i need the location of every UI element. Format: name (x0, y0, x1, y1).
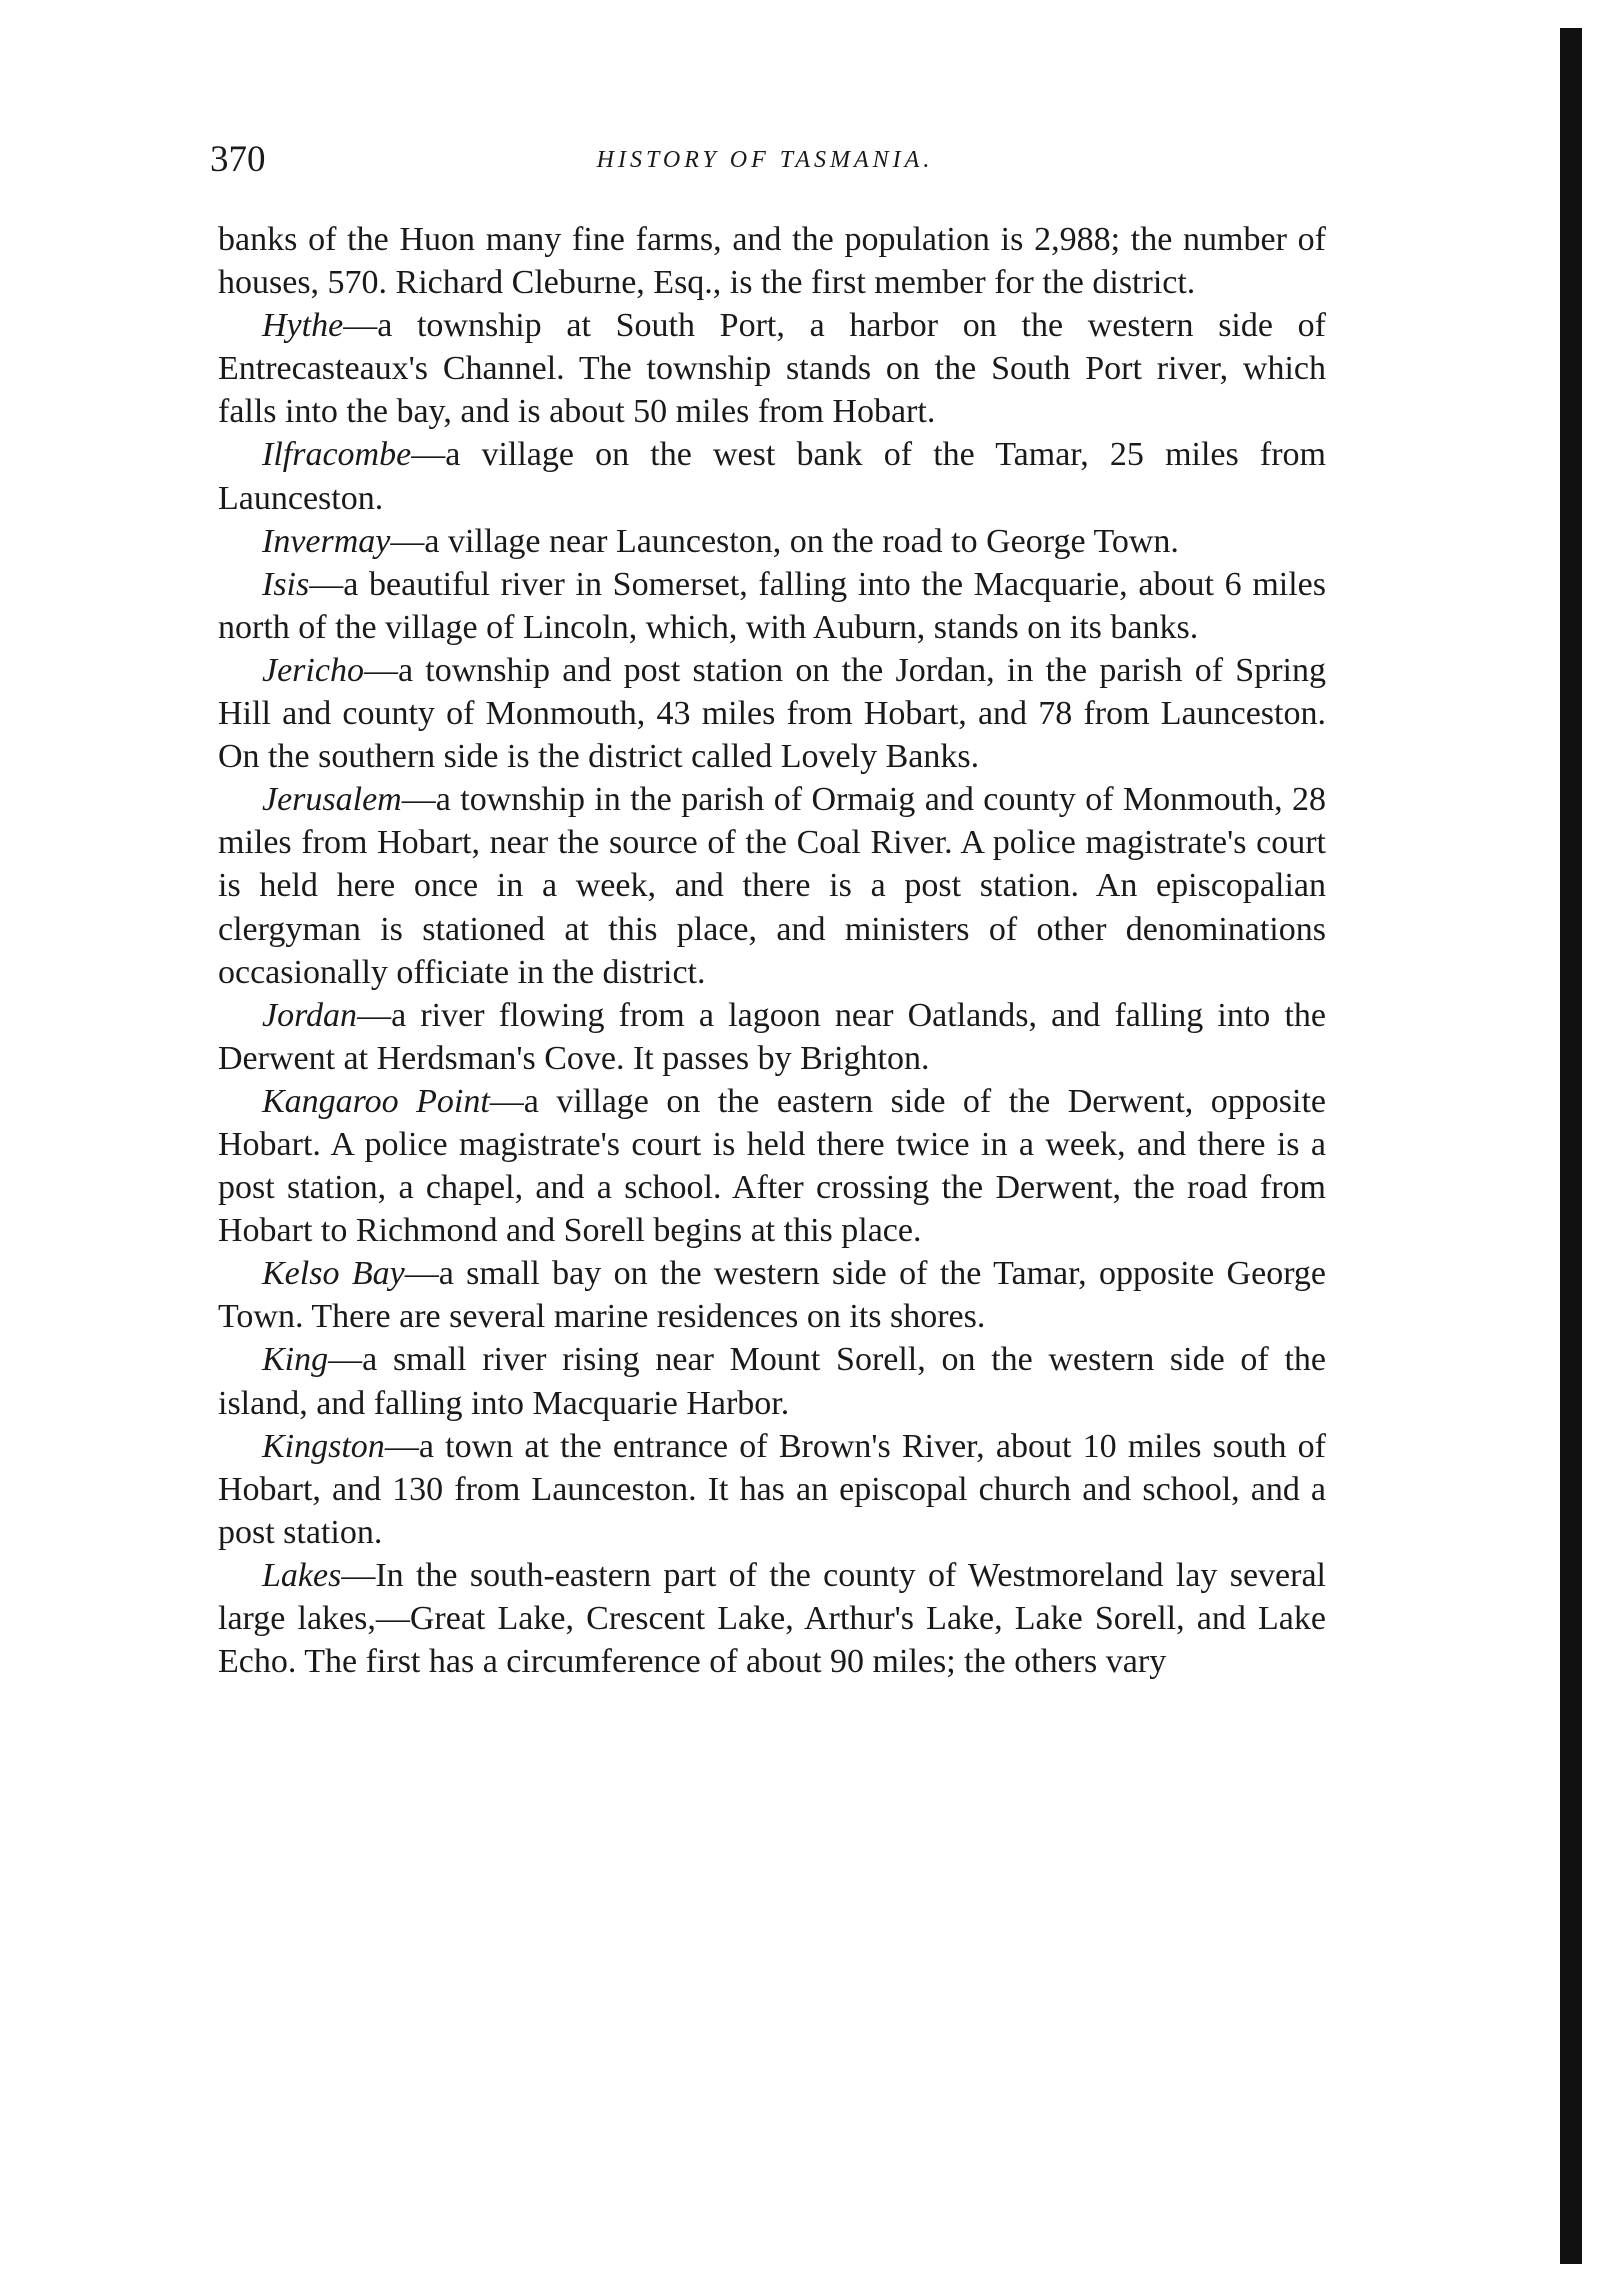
entry-ilfracombe (218, 433, 1326, 519)
running-title: HISTORY OF TASMANIA. (596, 147, 934, 173)
entry-text: —a township and post station on the Jordan, in the parish of Spring Hill and county of Monmouth, 43 miles from Hobart, and 78 from Launceston. On the southern side is the district called Lovely Banks. (218, 651, 1326, 776)
entry-text: —a village near Launceston, on the road to George Town. (390, 522, 1179, 560)
entry-jordan (218, 994, 1326, 1080)
entry-text: —a township at South Port, a harbor on the western side of Entrecasteaux's Channel. The township stands on the South Port river, which falls into the bay, and is about 50 miles from Hobart. (218, 307, 1326, 431)
entry-jerusalem (218, 778, 1326, 993)
entry-kelso-bay (218, 1252, 1326, 1338)
entry-term: Kangaroo Point (262, 1082, 490, 1120)
entry-jericho (218, 649, 1326, 778)
entry-kingston (218, 1425, 1326, 1554)
entry-text: —a small river rising near Mount Sorell, on the western side of the island, and falling into Macquarie Harbor. (218, 1341, 1326, 1422)
body-text (218, 218, 1326, 1683)
scan-edge-bar (1560, 28, 1582, 2264)
entry-kangaroo-point (218, 1080, 1326, 1252)
entry-text: —a small bay on the western side of the Tamar, opposite George Town. There are several marine residences on its shores. (218, 1255, 1326, 1336)
entry-text: —a village on the west bank of the Tamar, 25 miles from Launceston. (218, 436, 1326, 517)
entry-term: Jordan (262, 996, 358, 1034)
entry-invermay (218, 520, 1326, 563)
entry-lakes (218, 1554, 1326, 1683)
entry-term: Kelso Bay (262, 1255, 405, 1293)
entry-text: —a township in the parish of Ormaig and county of Monmouth, 28 miles from Hobart, near the source of the Coal River. A police magistrate's court is held here once in a week, and there is a post station. An episcopalian clergyman is stationed at this place, and ministers of other denominations occasionally officiate in the district. (218, 781, 1326, 991)
entry-term: King (262, 1341, 329, 1379)
entry-isis (218, 563, 1326, 649)
entry-term: Invermay (262, 522, 391, 560)
entry-term: Isis (262, 565, 310, 603)
entry-term: Hythe (262, 307, 344, 345)
entry-text: —In the south-eastern part of the county of Westmoreland lay several large lakes,—Great Lake, Crescent Lake, Arthur's Lake, Lake Sorell, and Lake Echo. The first has a circumference of about 90 miles; the others vary (218, 1556, 1326, 1681)
entry-term: Jerusalem (262, 781, 402, 819)
entry-text: —a village on the eastern side of the Derwent, opposite Hobart. A police magistrate's court is held there twice in a week, and there is a post station, a chapel, and a school. After crossing the Derwent, the road from Hobart to Richmond and Sorell begins at this place. (218, 1082, 1326, 1250)
entry-text: —a town at the entrance of Brown's River, about 10 miles south of Hobart, and 130 from Launceston. It has an episcopal church and school, and a post station. (218, 1427, 1326, 1551)
entry-term: Lakes (262, 1556, 342, 1594)
entry-text: —a river flowing from a lagoon near Oatlands, and falling into the Derwent at Herdsman's Cove. It passes by Brighton. (218, 996, 1326, 1077)
entry-king (218, 1338, 1326, 1424)
entry-text: —a beautiful river in Somerset, falling into the Macquarie, about 6 miles north of the village of Lincoln, which, with Auburn, stands on its banks. (218, 565, 1326, 646)
entry-term: Kingston (262, 1427, 385, 1465)
page-header (210, 130, 1320, 190)
entry-term: Ilfracombe (262, 436, 412, 474)
continuation-paragraph: banks of the Huon many fine farms, and the population is 2,988; the number of houses, 570. Richard Cleburne, Esq., is the first member for the district. (218, 221, 1326, 302)
page-number: 370 (210, 139, 266, 180)
entry-term: Jericho (262, 651, 364, 689)
entry-hythe (218, 304, 1326, 433)
